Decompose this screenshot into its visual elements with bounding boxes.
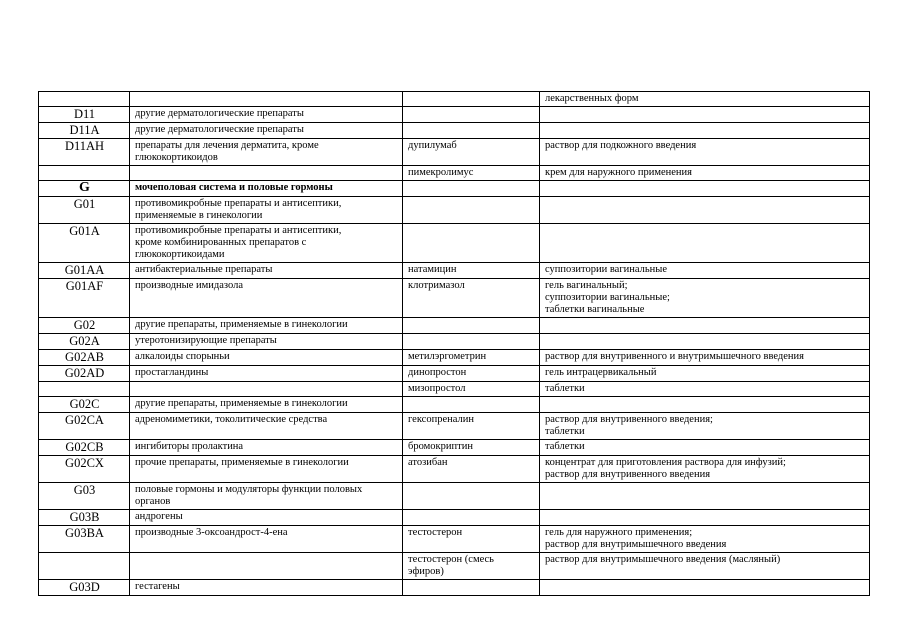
atc-code-cell: G03B <box>39 510 130 526</box>
drug-name-cell: клотримазол <box>403 279 540 318</box>
drug-name-cell: натамицин <box>403 263 540 279</box>
dosage-form-cell: таблетки <box>540 440 870 456</box>
table-row <box>39 440 870 456</box>
atc-code-cell: G02CX <box>39 456 130 483</box>
group-name-cell: простагландины <box>130 366 403 382</box>
group-name-cell: прочие препараты, применяемые в гинекологии <box>130 456 403 483</box>
drug-name-cell: дупилумаб <box>403 139 540 166</box>
atc-code-cell: G01 <box>39 197 130 224</box>
dosage-form-cell: раствор для внутримышечного введения (масляный) <box>540 553 870 580</box>
dosage-form-cell <box>540 334 870 350</box>
drug-name-cell <box>403 181 540 197</box>
table-row <box>39 553 870 580</box>
drug-name-cell <box>403 580 540 596</box>
table-row <box>39 413 870 440</box>
table-row <box>39 279 870 318</box>
table-row <box>39 123 870 139</box>
table-row <box>39 263 870 279</box>
atc-code-cell: G02CB <box>39 440 130 456</box>
table-row <box>39 107 870 123</box>
dosage-form-cell: лекарственных форм <box>540 92 870 107</box>
dosage-form-cell: крем для наружного применения <box>540 166 870 181</box>
table-row <box>39 92 870 107</box>
dosage-form-cell <box>540 510 870 526</box>
drug-name-cell <box>403 123 540 139</box>
drug-name-cell: бромокриптин <box>403 440 540 456</box>
dosage-form-cell <box>540 397 870 413</box>
atc-code-cell: G02AD <box>39 366 130 382</box>
table-row <box>39 224 870 263</box>
atc-code-cell: G01A <box>39 224 130 263</box>
dosage-form-cell <box>540 580 870 596</box>
table-row <box>39 318 870 334</box>
group-name-cell <box>130 382 403 397</box>
drug-name-cell <box>403 197 540 224</box>
table-row <box>39 526 870 553</box>
group-name-cell: противомикробные препараты и антисептики, применяемые в гинекологии <box>130 197 403 224</box>
dosage-form-cell <box>540 181 870 197</box>
atc-code-cell: D11 <box>39 107 130 123</box>
drug-name-cell <box>403 318 540 334</box>
group-name-cell: утеротонизирующие препараты <box>130 334 403 350</box>
group-name-cell: другие дерматологические препараты <box>130 107 403 123</box>
dosage-form-cell: гель для наружного применения; раствор для внутримышечного введения <box>540 526 870 553</box>
atc-code-cell: G03 <box>39 483 130 510</box>
dosage-form-cell: гель интрацервикальный <box>540 366 870 382</box>
group-name-cell: половые гормоны и модуляторы функции половых органов <box>130 483 403 510</box>
atc-code-cell: G01AA <box>39 263 130 279</box>
dosage-form-cell <box>540 107 870 123</box>
drug-name-cell: метилэргометрин <box>403 350 540 366</box>
group-name-cell: андрогены <box>130 510 403 526</box>
atc-code-cell: G01AF <box>39 279 130 318</box>
table-row <box>39 181 870 197</box>
dosage-form-cell <box>540 224 870 263</box>
atc-code-cell: D11A <box>39 123 130 139</box>
atc-code-cell <box>39 92 130 107</box>
drug-name-cell: динопростон <box>403 366 540 382</box>
group-name-cell: другие дерматологические препараты <box>130 123 403 139</box>
atc-code-cell: G02C <box>39 397 130 413</box>
drug-name-cell: пимекролимус <box>403 166 540 181</box>
drug-name-cell: атозибан <box>403 456 540 483</box>
drug-name-cell <box>403 397 540 413</box>
drug-classification-table <box>38 91 870 596</box>
table-row <box>39 166 870 181</box>
table-body <box>39 92 870 596</box>
table-row <box>39 580 870 596</box>
group-name-cell: ингибиторы пролактина <box>130 440 403 456</box>
group-name-cell: другие препараты, применяемые в гинекологии <box>130 318 403 334</box>
table-row <box>39 510 870 526</box>
dosage-form-cell: концентрат для приготовления раствора для инфузий; раствор для внутривенного введения <box>540 456 870 483</box>
group-name-cell: другие препараты, применяемые в гинекологии <box>130 397 403 413</box>
group-name-cell: гестагены <box>130 580 403 596</box>
dosage-form-cell: раствор для внутривенного введения; таблетки <box>540 413 870 440</box>
atc-code-cell: D11AH <box>39 139 130 166</box>
atc-code-cell: G02 <box>39 318 130 334</box>
atc-code-cell: G <box>39 181 130 197</box>
atc-code-cell <box>39 166 130 181</box>
group-name-cell: препараты для лечения дерматита, кроме глюкокортикоидов <box>130 139 403 166</box>
group-name-cell: антибактериальные препараты <box>130 263 403 279</box>
group-name-cell: производные 3-оксоандрост-4-ена <box>130 526 403 553</box>
atc-code-cell: G02AB <box>39 350 130 366</box>
group-name-cell: противомикробные препараты и антисептики, кроме комбинированных препаратов с глюкокортикоидами <box>130 224 403 263</box>
table-row <box>39 397 870 413</box>
drug-name-cell <box>403 224 540 263</box>
drug-name-cell <box>403 483 540 510</box>
atc-code-cell <box>39 553 130 580</box>
group-name-cell <box>130 166 403 181</box>
table-row <box>39 350 870 366</box>
drug-name-cell <box>403 107 540 123</box>
atc-code-cell: G03BA <box>39 526 130 553</box>
drug-name-cell: гексопреналин <box>403 413 540 440</box>
dosage-form-cell: гель вагинальный; суппозитории вагинальные; таблетки вагинальные <box>540 279 870 318</box>
atc-code-cell: G02CA <box>39 413 130 440</box>
table-row <box>39 483 870 510</box>
table-row <box>39 382 870 397</box>
table-row <box>39 456 870 483</box>
atc-code-cell: G03D <box>39 580 130 596</box>
group-name-cell: производные имидазола <box>130 279 403 318</box>
table-row <box>39 139 870 166</box>
dosage-form-cell <box>540 483 870 510</box>
table-row <box>39 197 870 224</box>
dosage-form-cell: раствор для подкожного введения <box>540 139 870 166</box>
atc-code-cell: G02A <box>39 334 130 350</box>
drug-name-cell: мизопростол <box>403 382 540 397</box>
drug-name-cell: тестостерон <box>403 526 540 553</box>
drug-name-cell <box>403 510 540 526</box>
group-name-cell: адреномиметики, токолитические средства <box>130 413 403 440</box>
dosage-form-cell <box>540 318 870 334</box>
group-name-cell <box>130 553 403 580</box>
table-row <box>39 366 870 382</box>
dosage-form-cell <box>540 123 870 139</box>
dosage-form-cell: суппозитории вагинальные <box>540 263 870 279</box>
drug-name-cell: тестостерон (смесь эфиров) <box>403 553 540 580</box>
table-row <box>39 334 870 350</box>
atc-code-cell <box>39 382 130 397</box>
group-name-cell: алкалоиды спорыньи <box>130 350 403 366</box>
drug-name-cell <box>403 334 540 350</box>
group-name-cell <box>130 92 403 107</box>
dosage-form-cell: таблетки <box>540 382 870 397</box>
dosage-form-cell <box>540 197 870 224</box>
dosage-form-cell: раствор для внутривенного и внутримышечного введения <box>540 350 870 366</box>
drug-name-cell <box>403 92 540 107</box>
group-name-cell: мочеполовая система и половые гормоны <box>130 181 403 197</box>
